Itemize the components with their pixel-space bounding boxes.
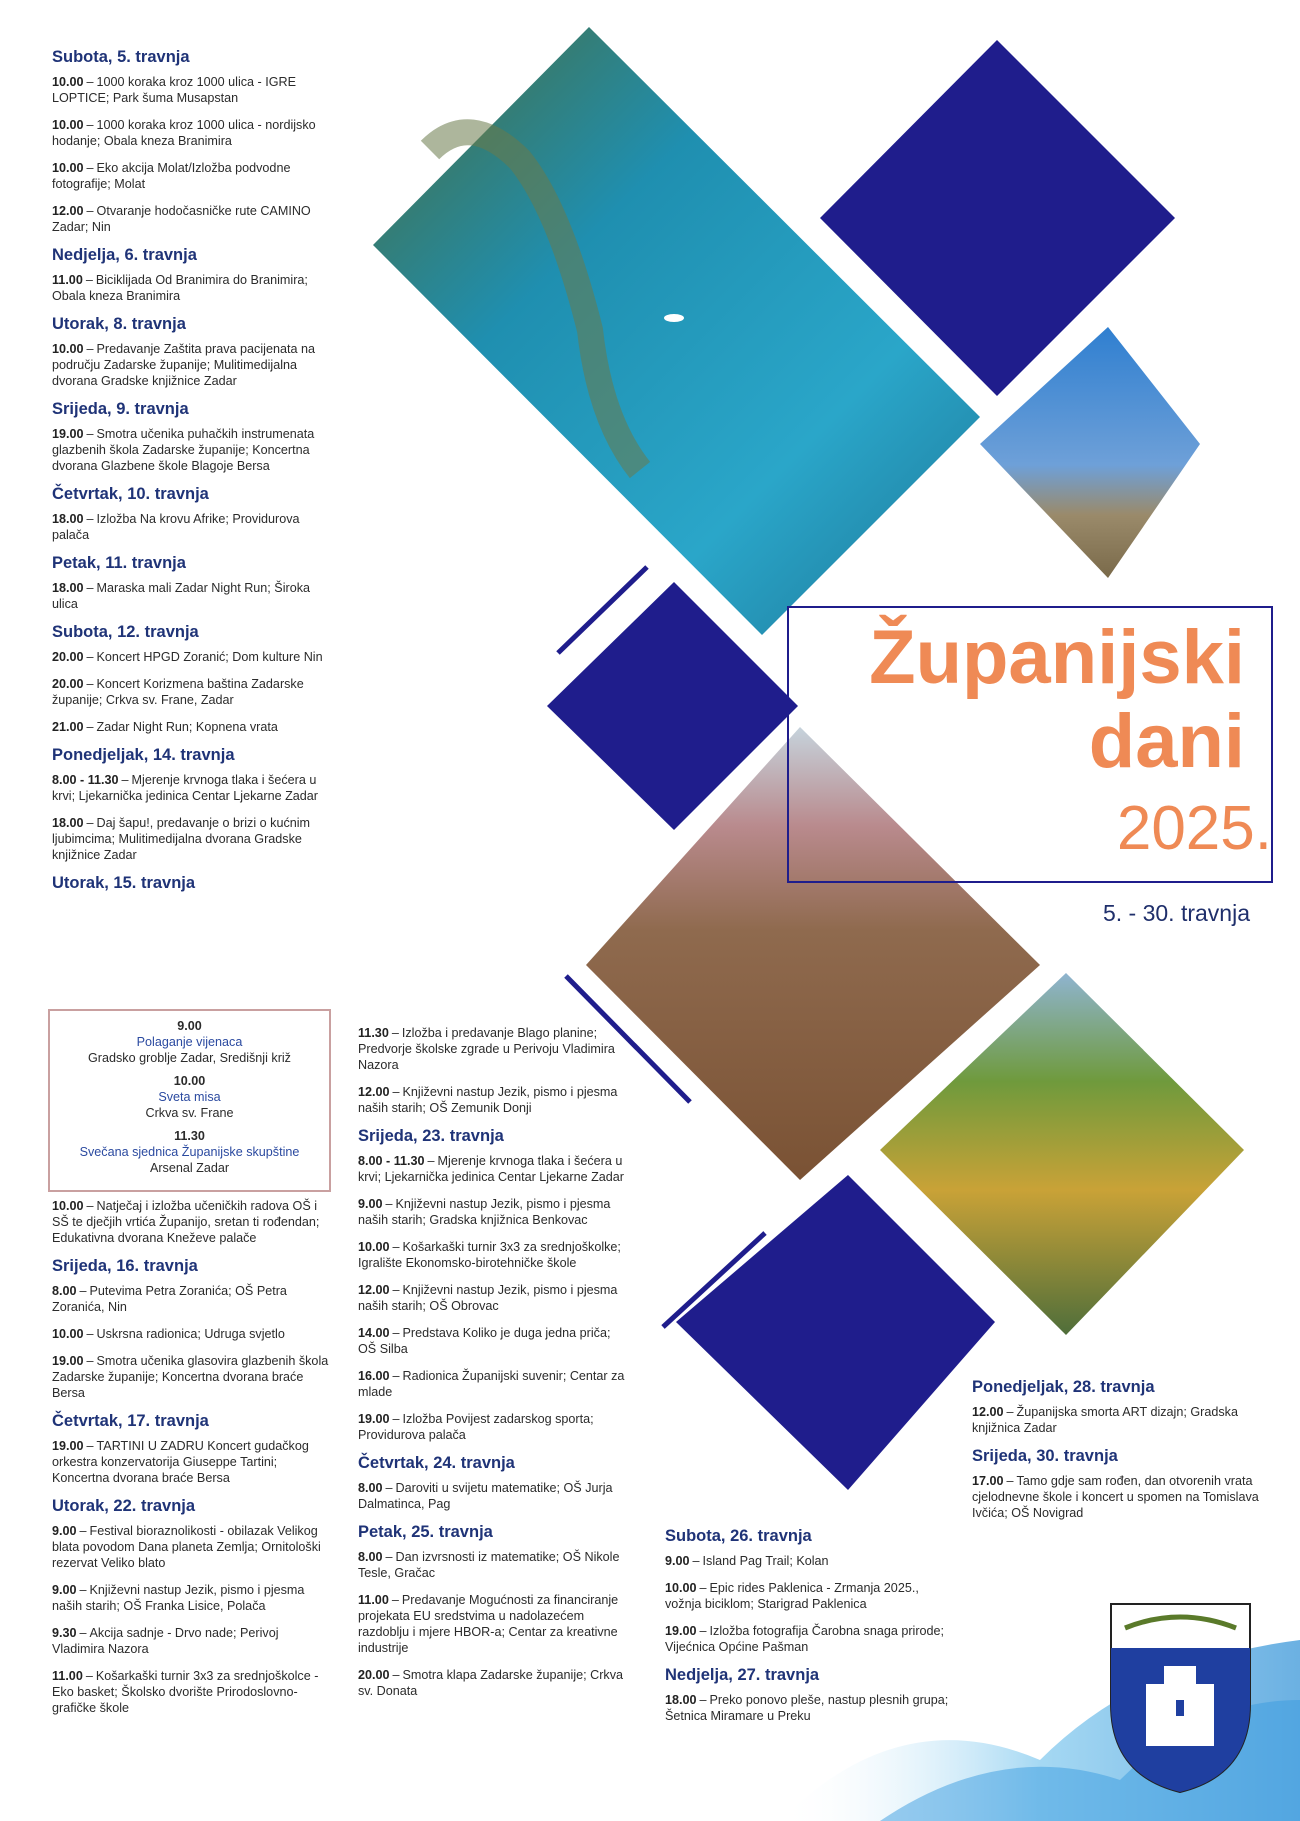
event-item	[358, 1084, 628, 1116]
event-text: Festival bioraznolikosti - obilazak Velikog blata povodom Dana planeta Zemlja; Ornitološki rezervat Veliko blato	[52, 1524, 321, 1570]
event-time: 19.00	[665, 1624, 697, 1638]
event-text: Predstava Koliko je duga jedna priča; OŠ Silba	[358, 1326, 611, 1356]
event-text: Daroviti u svijetu matematike; OŠ Jurja Dalmatinca, Pag	[358, 1481, 613, 1511]
event-text: Književni nastup Jezik, pismo i pjesma naših starih; OŠ Obrovac	[358, 1283, 618, 1313]
schedule-column-2	[358, 1025, 628, 1710]
day-heading: Petak, 25. travnja	[358, 1523, 493, 1541]
event-item	[52, 160, 334, 192]
event-time: 9.00	[665, 1554, 690, 1568]
event-text: Književni nastup Jezik, pismo i pjesma naših starih; OŠ Franka Lisice, Polača	[52, 1583, 305, 1613]
dash: –	[392, 1085, 400, 1099]
event-item	[52, 1668, 334, 1716]
event-item	[52, 1198, 334, 1246]
event-item	[358, 1153, 628, 1185]
event-item	[52, 1353, 334, 1401]
event-item	[52, 580, 334, 612]
day-heading: Nedjelja, 6. travnja	[52, 246, 197, 264]
event-item	[52, 1438, 334, 1486]
event-item	[358, 1239, 628, 1271]
day-heading: Subota, 12. travnja	[52, 623, 199, 641]
dash: –	[86, 1354, 94, 1368]
event-item	[52, 719, 334, 735]
event-time: 9.00	[52, 1524, 77, 1538]
dash: –	[86, 677, 94, 691]
day-heading: Srijeda, 16. travnja	[52, 1257, 198, 1275]
event-time: 10.00	[52, 342, 84, 356]
schedule-column-1b	[52, 1198, 334, 1727]
dash: –	[692, 1554, 700, 1568]
event-time: 10.00	[52, 118, 84, 132]
event-time: 19.00	[52, 1439, 84, 1453]
event-item	[665, 1553, 950, 1569]
dash: –	[86, 427, 94, 441]
event-text: Županijska smorta ART dizajn; Gradska knjižnica Zadar	[972, 1405, 1238, 1435]
day-heading: Četvrtak, 17. travnja	[52, 1412, 209, 1430]
dash: –	[391, 1026, 399, 1040]
event-item	[52, 203, 334, 235]
schedule-column-1	[52, 48, 334, 900]
event-item	[52, 74, 334, 106]
day-heading: Nedjelja, 27. travnja	[665, 1666, 820, 1684]
dash: –	[392, 1412, 400, 1426]
dash: –	[392, 1369, 400, 1383]
dash: –	[79, 1583, 87, 1597]
highlight-time: 9.00	[177, 1019, 202, 1033]
event-item	[358, 1025, 628, 1073]
dash: –	[86, 816, 94, 830]
event-text: Epic rides Paklenica - Zrmanja 2025., vožnja biciklom; Starigrad Paklenica	[665, 1581, 919, 1611]
highlight-place: Gradsko groblje Zadar, Središnji križ	[88, 1051, 291, 1065]
event-time: 12.00	[358, 1283, 390, 1297]
event-time: 21.00	[52, 720, 84, 734]
event-time: 17.00	[972, 1474, 1004, 1488]
event-item	[52, 117, 334, 149]
event-time: 20.00	[52, 650, 84, 664]
day-heading: Utorak, 22. travnja	[52, 1497, 196, 1515]
day-heading: Utorak, 15. travnja	[52, 874, 196, 892]
event-item	[665, 1623, 950, 1655]
title-line1: Županijski	[869, 615, 1245, 700]
event-item	[665, 1692, 950, 1724]
event-time: 9.30	[52, 1626, 77, 1640]
event-text: Košarkaški turnir 3x3 za srednjoškolke; Igralište Ekonomsko-birotehničke škole	[358, 1240, 621, 1270]
event-item	[52, 341, 334, 389]
event-item	[358, 1667, 628, 1699]
day-heading: Utorak, 8. travnja	[52, 315, 186, 333]
highlight-time: 11.30	[174, 1129, 205, 1143]
event-item	[52, 815, 334, 863]
dash: –	[699, 1624, 707, 1638]
navy-diamond-bottom	[676, 1175, 995, 1490]
event-text: Književni nastup Jezik, pismo i pjesma naših starih; OŠ Zemunik Donji	[358, 1085, 618, 1115]
schedule-column-4	[972, 1378, 1262, 1532]
event-time: 18.00	[52, 512, 84, 526]
event-time: 16.00	[358, 1369, 390, 1383]
highlight-event	[50, 1073, 329, 1121]
event-time: 19.00	[52, 1354, 84, 1368]
event-time: 9.00	[358, 1197, 383, 1211]
dash: –	[392, 1326, 400, 1340]
day-heading: Ponedjeljak, 14. travnja	[52, 746, 235, 764]
highlight-name: Polaganje vijenaca	[136, 1035, 243, 1049]
dash: –	[427, 1154, 435, 1168]
event-item	[52, 772, 334, 804]
dash: –	[391, 1593, 399, 1607]
dash: –	[699, 1581, 707, 1595]
event-text: Mjerenje krvnoga tlaka i šećera u krvi; Ljekarnička jedinica Centar Ljekarne Zadar	[52, 773, 318, 803]
event-time: 11.00	[358, 1593, 389, 1607]
event-time: 8.00 - 11.30	[358, 1154, 425, 1168]
coat-of-arms	[1111, 1604, 1250, 1792]
event-time: 8.00	[52, 1284, 77, 1298]
day-heading: Četvrtak, 10. travnja	[52, 485, 209, 503]
highlight-place: Arsenal Zadar	[149, 1161, 230, 1175]
event-text: Dan izvrsnosti iz matematike; OŠ Nikole Tesle, Gračac	[358, 1550, 620, 1580]
event-time: 8.00 - 11.30	[52, 773, 119, 787]
event-time: 12.00	[52, 204, 84, 218]
event-item	[972, 1473, 1262, 1521]
event-time: 10.00	[52, 75, 84, 89]
day-heading: Četvrtak, 24. travnja	[358, 1454, 515, 1472]
day-heading: Subota, 5. travnja	[52, 48, 190, 66]
event-item	[358, 1282, 628, 1314]
dash: –	[86, 512, 94, 526]
event-item	[358, 1549, 628, 1581]
event-time: 12.00	[972, 1405, 1004, 1419]
event-text: Natječaj i izložba učeničkih radova OŠ i SŠ te dječjih vrtića Županijo, sretan ti rođendan; Edukativna dvorana Kneževe palače	[52, 1199, 320, 1245]
event-time: 18.00	[665, 1693, 697, 1707]
event-item	[358, 1480, 628, 1512]
event-text: Smotra učenika glasovira glazbenih škola Zadarske županije; Koncertna dvorana braće Bersa	[52, 1354, 329, 1400]
sea-photo	[373, 27, 980, 635]
event-text: Izložba fotografija Čarobna snaga prirode; Vijećnica Općine Pašman	[665, 1624, 945, 1654]
event-item	[52, 426, 334, 474]
day-heading: Ponedjeljak, 28. travnja	[972, 1378, 1155, 1396]
dash: –	[79, 1284, 87, 1298]
event-text: Izložba Povijest zadarskog sporta; Providurova palača	[358, 1412, 594, 1442]
event-time: 10.00	[52, 1199, 84, 1213]
event-text: Preko ponovo pleše, nastup plesnih grupa; Šetnica Miramare u Preku	[665, 1693, 949, 1723]
event-item	[52, 649, 334, 665]
dash: –	[1006, 1405, 1014, 1419]
dash: –	[86, 720, 94, 734]
title-line2: dani	[1088, 699, 1245, 784]
dash: –	[121, 773, 129, 787]
dash: –	[79, 1626, 87, 1640]
event-text: Izložba Na krovu Afrike; Providurova palača	[52, 512, 300, 542]
dash: –	[392, 1283, 400, 1297]
event-item	[665, 1580, 950, 1612]
event-time: 9.00	[52, 1583, 77, 1597]
highlight-name: Svečana sjednica Županijske skupštine	[79, 1145, 300, 1159]
event-item	[52, 1582, 334, 1614]
event-item	[358, 1368, 628, 1400]
boat	[664, 314, 684, 322]
event-item	[52, 511, 334, 543]
event-item	[358, 1325, 628, 1357]
event-text: Književni nastup Jezik, pismo i pjesma naših starih; Gradska knjižnica Benkovac	[358, 1197, 611, 1227]
event-text: Izložba i predavanje Blago planine; Predvorje školske zgrade u Perivoju Vladimira Nazora	[358, 1026, 615, 1072]
event-time: 20.00	[358, 1668, 390, 1682]
dash: –	[86, 650, 94, 664]
day-heading: Subota, 26. travnja	[665, 1527, 812, 1545]
dash: –	[699, 1693, 707, 1707]
event-text: Predavanje Mogućnosti za financiranje projekata EU sredstvima u nadolazećem razdoblju i mjere HBOR-a; Centar za kreativne industrije	[358, 1593, 619, 1655]
dash: –	[385, 1197, 393, 1211]
event-text: Predavanje Zaštita prava pacijenata na području Zadarske županije; Mulitimedijalna dvorana Gradske knjižnice Zadar	[52, 342, 315, 388]
event-time: 12.00	[358, 1085, 390, 1099]
dash: –	[85, 1669, 93, 1683]
event-time: 8.00	[358, 1481, 383, 1495]
dash: –	[86, 204, 94, 218]
event-text: Košarkaški turnir 3x3 za srednjoškolce - Eko basket; Školsko dvorište Prirodoslovno-grafičke škole	[52, 1669, 319, 1715]
event-text: Zadar Night Run; Kopnena vrata	[96, 720, 278, 734]
event-time: 19.00	[358, 1412, 390, 1426]
event-time: 10.00	[52, 1327, 84, 1341]
event-text: 1000 koraka kroz 1000 ulica - nordijsko hodanje; Obala kneza Branimira	[52, 118, 316, 148]
event-text: 1000 koraka kroz 1000 ulica - IGRE LOPTICE; Park šuma Musapstan	[52, 75, 297, 105]
highlight-name: Sveta misa	[158, 1090, 221, 1104]
day-heading: Petak, 11. travnja	[52, 554, 186, 572]
event-item	[52, 1283, 334, 1315]
dash: –	[385, 1481, 393, 1495]
page-title	[775, 616, 1245, 784]
event-time: 10.00	[358, 1240, 390, 1254]
event-text: Tamo gdje sam rođen, dan otvorenih vrata cjelodnevne škole i koncert u spomen na Tomislava Ivčića; OŠ Novigrad	[972, 1474, 1259, 1520]
event-time: 14.00	[358, 1326, 390, 1340]
event-time: 18.00	[52, 581, 84, 595]
dash: –	[392, 1240, 400, 1254]
highlight-box	[48, 1009, 331, 1192]
event-text: TARTINI U ZADRU Koncert gudačkog orkestra konzervatorija Giuseppe Tartini; Koncertna dvorana braće Bersa	[52, 1439, 309, 1485]
event-item	[52, 1625, 334, 1657]
event-item	[52, 1523, 334, 1571]
event-item	[358, 1592, 628, 1656]
event-dates: 5. - 30. travnja	[1102, 900, 1250, 926]
dash: –	[385, 1550, 393, 1564]
event-time: 11.00	[52, 1669, 83, 1683]
dash: –	[1006, 1474, 1014, 1488]
dash: –	[86, 75, 94, 89]
schedule-column-3	[665, 1527, 950, 1735]
highlight-time: 10.00	[173, 1074, 206, 1088]
dash: –	[86, 161, 94, 175]
event-item	[52, 1326, 334, 1342]
event-text: Daj šapu!, predavanje o brizi o kućnim ljubimcima; Mulitimedijalna dvorana Gradske knjižnice Zadar	[52, 816, 311, 862]
event-time: 11.00	[52, 273, 83, 287]
event-text: Smotra klapa Zadarske županije; Crkva sv. Donata	[358, 1668, 624, 1698]
event-item	[52, 272, 334, 304]
event-text: Radionica Županijski suvenir; Centar za mlade	[358, 1369, 625, 1399]
event-text: Koncert Korizmena baština Zadarske županije; Crkva sv. Frane, Zadar	[52, 677, 304, 707]
event-text: Island Pag Trail; Kolan	[702, 1554, 829, 1568]
event-text: Akcija sadnje - Drvo nade; Perivoj Vladimira Nazora	[52, 1626, 279, 1656]
event-text: Uskrsna radionica; Udruga svjetlo	[96, 1327, 285, 1341]
event-time: 8.00	[358, 1550, 383, 1564]
event-item	[358, 1196, 628, 1228]
event-text: Smotra učenika puhačkih instrumenata glazbenih škola Zadarske županije; Koncertna dvorana Glazbene škole Blagoje Bersa	[52, 427, 315, 473]
event-time: 10.00	[52, 161, 84, 175]
day-heading: Srijeda, 30. travnja	[972, 1447, 1118, 1465]
event-item	[972, 1404, 1262, 1436]
event-text: Koncert HPGD Zoranić; Dom kulture Nin	[96, 650, 323, 664]
event-text: Biciklijada Od Branimira do Branimira; Obala kneza Branimira	[52, 273, 308, 303]
day-heading: Srijeda, 23. travnja	[358, 1127, 504, 1145]
event-text: Eko akcija Molat/Izložba podvodne fotografije; Molat	[52, 161, 291, 191]
dash: –	[86, 581, 94, 595]
highlight-event	[50, 1128, 329, 1176]
event-text: Mjerenje krvnoga tlaka i šećera u krvi; Ljekarnička jedinica Centar Ljekarne Zadar	[358, 1154, 624, 1184]
highlight-event	[50, 1018, 329, 1066]
dash: –	[85, 273, 93, 287]
dash: –	[392, 1668, 400, 1682]
event-time: 19.00	[52, 427, 84, 441]
event-time: 18.00	[52, 816, 84, 830]
title-year: 2025.	[1116, 794, 1272, 863]
dash: –	[86, 118, 94, 132]
highlight-place: Crkva sv. Frane	[145, 1106, 234, 1120]
dash: –	[86, 342, 94, 356]
event-item	[52, 676, 334, 708]
event-text: Putevima Petra Zoranića; OŠ Petra Zoranića, Nin	[52, 1284, 287, 1314]
dash: –	[86, 1439, 94, 1453]
event-time: 20.00	[52, 677, 84, 691]
event-time: 11.30	[358, 1026, 389, 1040]
event-text: Otvaranje hodočasničke rute CAMINO Zadar; Nin	[52, 204, 311, 234]
event-time: 10.00	[665, 1581, 697, 1595]
day-heading: Srijeda, 9. travnja	[52, 400, 189, 418]
dash: –	[86, 1199, 94, 1213]
dash: –	[86, 1327, 94, 1341]
event-text: Maraska mali Zadar Night Run; Široka ulica	[52, 581, 311, 611]
event-item	[358, 1411, 628, 1443]
dash: –	[79, 1524, 87, 1538]
